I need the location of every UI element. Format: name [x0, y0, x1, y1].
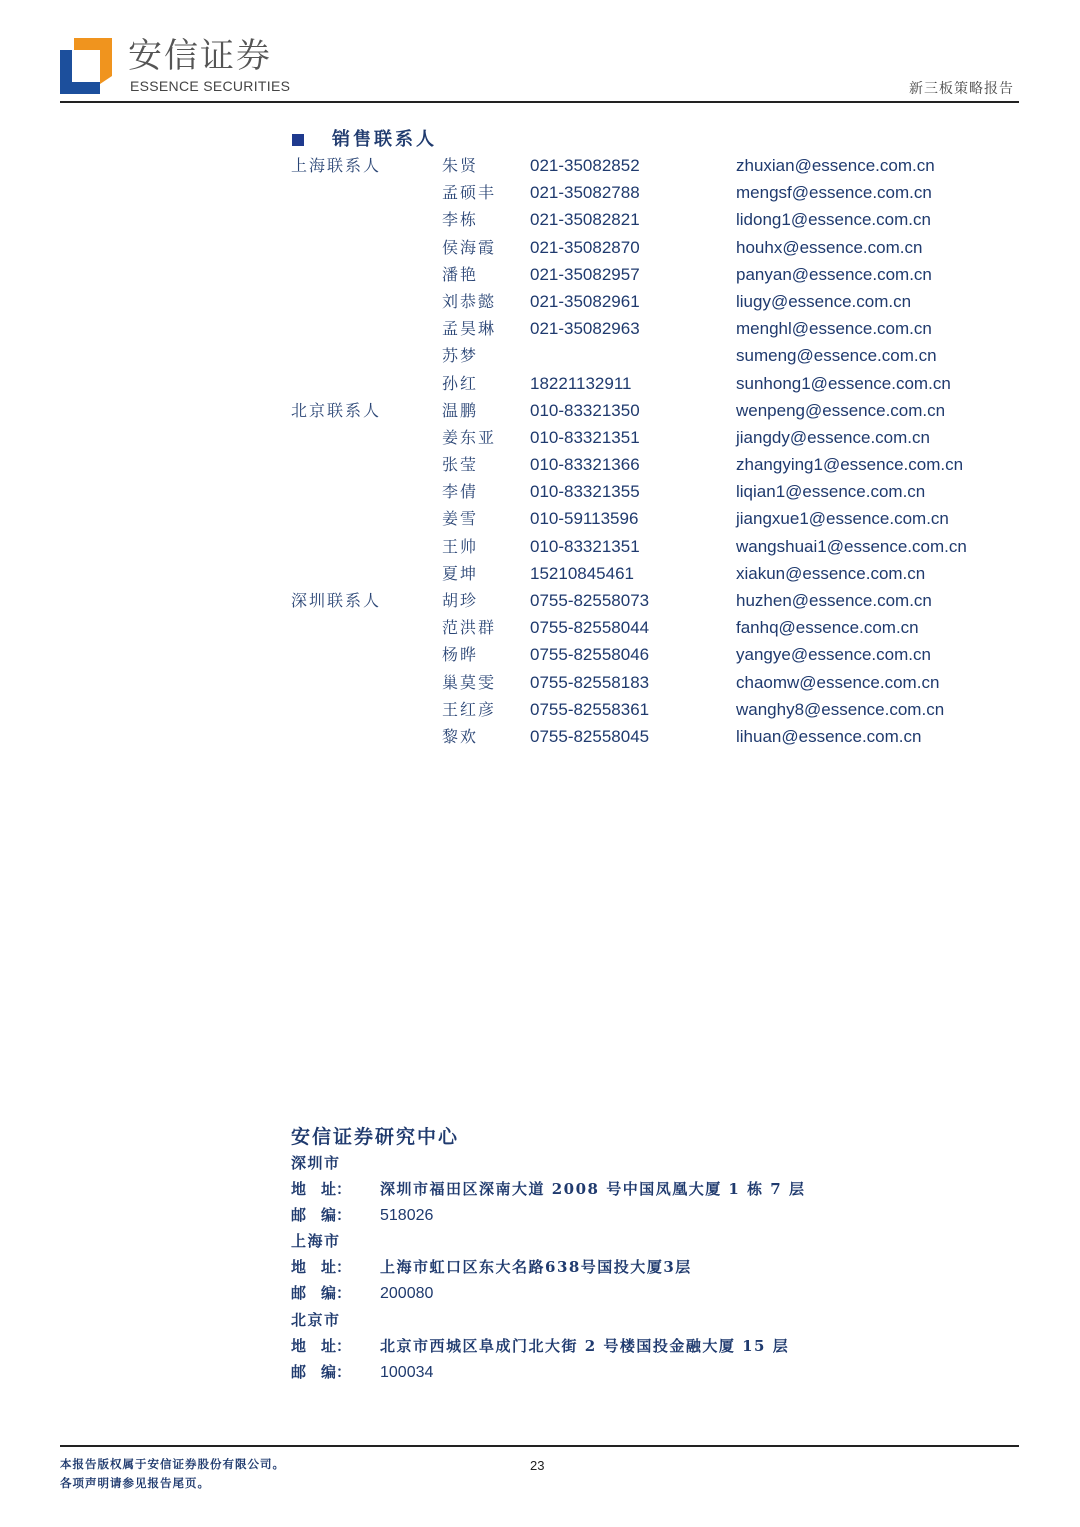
contact-name: 刘恭懿: [442, 291, 497, 311]
zip-label: 邮 编：: [291, 1206, 352, 1225]
contact-name: 孙红: [442, 373, 479, 393]
research-center-title: 安信证券研究中心: [291, 1126, 460, 1148]
contact-row: [0, 315, 1080, 342]
contact-row: [0, 370, 1080, 397]
contact-phone: 0755-82558044: [530, 618, 650, 638]
contact-name: 潘艳: [442, 264, 479, 284]
contact-email[interactable]: chaomw@essence.com.cn: [736, 672, 940, 692]
contact-row: [0, 397, 1080, 424]
contact-email[interactable]: yangye@essence.com.cn: [736, 645, 931, 665]
contact-name: 姜雪: [442, 509, 479, 529]
contact-row: [0, 505, 1080, 532]
section-title-text: 销售联系人: [332, 129, 437, 150]
contact-email[interactable]: zhuxian@essence.com.cn: [736, 156, 935, 175]
contact-list: [0, 152, 1080, 750]
contact-name: 黎欢: [442, 726, 479, 746]
contact-row: [0, 261, 1080, 288]
contact-row: [0, 179, 1080, 206]
contact-name: 范洪群: [442, 618, 497, 638]
contact-row: [0, 478, 1080, 505]
contact-email[interactable]: liugy@essence.com.cn: [736, 291, 912, 311]
contact-row: [0, 723, 1080, 750]
office-city: [291, 1150, 805, 1176]
contact-name: 姜东亚: [442, 427, 497, 447]
contact-phone: 010-83321366: [530, 455, 640, 475]
office-address: [291, 1176, 805, 1202]
contact-phone: 021-35082852: [530, 156, 640, 175]
contact-email[interactable]: lidong1@essence.com.cn: [736, 210, 931, 230]
contact-row: [0, 424, 1080, 451]
contact-phone: 0755-82558045: [530, 726, 650, 746]
contact-name: 孟昊琳: [442, 319, 497, 339]
contact-email[interactable]: lihuan@essence.com.cn: [736, 726, 922, 746]
address-value: 上海市虹口区东大名路638号国投大厦3层: [380, 1258, 692, 1277]
contact-name: 孟硕丰: [442, 183, 497, 203]
contact-name: 杨晔: [442, 645, 479, 665]
contact-name: 李栋: [442, 210, 479, 230]
contact-phone: 021-35082821: [530, 210, 640, 230]
address-label: 地 址：: [291, 1180, 352, 1199]
contact-region: 深圳联系人: [291, 591, 382, 610]
contact-email[interactable]: menghl@essence.com.cn: [736, 319, 932, 339]
office-city: [291, 1307, 805, 1333]
contact-phone: 15210845461: [530, 563, 635, 583]
zip-value: 200080: [380, 1285, 434, 1303]
contact-name: 夏坤: [442, 563, 479, 583]
contact-row: [0, 533, 1080, 560]
contact-phone: 021-35082957: [530, 264, 640, 284]
contact-phone: 0755-82558046: [530, 645, 650, 665]
contact-row: [0, 451, 1080, 478]
contact-email[interactable]: wenpeng@essence.com.cn: [736, 400, 946, 420]
contact-row: [0, 696, 1080, 723]
office-city-name: 上海市: [291, 1232, 341, 1251]
contact-email[interactable]: sumeng@essence.com.cn: [736, 346, 937, 366]
office-city-name: 深圳市: [291, 1154, 341, 1172]
contact-phone: 010-83321350: [530, 400, 640, 420]
contact-region: 上海联系人: [291, 156, 382, 175]
disclaimer-text: 各项声明请参见报告尾页。: [60, 1476, 210, 1490]
research-center: [291, 1124, 805, 1385]
office-zip: [291, 1280, 805, 1306]
bullet-square-icon: [292, 134, 304, 146]
contact-row: [0, 152, 1080, 179]
footer-divider: [60, 1445, 1019, 1447]
contact-name: 苏梦: [442, 346, 479, 366]
contact-phone: 021-35082961: [530, 291, 640, 311]
contact-phone: 0755-82558073: [530, 591, 650, 610]
contact-row: [0, 560, 1080, 587]
contact-name: 王红彦: [442, 699, 497, 719]
office-zip: [291, 1202, 805, 1228]
contact-email[interactable]: huzhen@essence.com.cn: [736, 591, 932, 610]
address-value: 北京市西城区阜成门北大街 2 号楼国投金融大厦 15 层: [380, 1336, 790, 1355]
contact-email[interactable]: jiangdy@essence.com.cn: [736, 427, 930, 447]
office-city-name: 北京市: [291, 1310, 341, 1329]
contact-email[interactable]: zhangying1@essence.com.cn: [736, 455, 964, 475]
logo-chinese-name: 安信证券: [128, 36, 272, 76]
address-value: 深圳市福田区深南大道 2008 号中国凤凰大厦 1 栋 7 层: [380, 1180, 806, 1199]
contact-region: 北京联系人: [291, 400, 382, 420]
office-zip: [291, 1359, 805, 1385]
address-label: 地 址：: [291, 1336, 352, 1355]
contact-email[interactable]: sunhong1@essence.com.cn: [736, 373, 951, 393]
contact-phone: 010-59113596: [530, 509, 639, 529]
contact-name: 王帅: [442, 536, 479, 556]
contact-phone: 021-35082870: [530, 237, 640, 257]
zip-label: 邮 编：: [291, 1284, 352, 1303]
contact-name: 张莹: [442, 455, 479, 475]
contact-row: [0, 288, 1080, 315]
contact-name: 侯海霞: [442, 237, 497, 257]
contact-email[interactable]: xiakun@essence.com.cn: [736, 563, 926, 583]
contact-email[interactable]: wanghy8@essence.com.cn: [736, 699, 945, 719]
essence-logo-icon: [60, 38, 112, 94]
contact-phone: 0755-82558183: [530, 672, 650, 692]
contact-name: 李倩: [442, 482, 479, 502]
contact-email[interactable]: mengsf@essence.com.cn: [736, 183, 932, 203]
contact-name: 朱贤: [442, 156, 479, 175]
contact-email[interactable]: liqian1@essence.com.cn: [736, 482, 926, 502]
contact-email[interactable]: wangshuai1@essence.com.cn: [736, 536, 967, 556]
contact-row: [0, 641, 1080, 668]
contact-name: 温鹏: [442, 400, 479, 420]
contact-phone: 021-35082963: [530, 319, 640, 339]
office-city: [291, 1228, 805, 1254]
contact-phone: 021-35082788: [530, 183, 640, 203]
section-title: [292, 129, 437, 151]
contact-row: [0, 342, 1080, 369]
zip-value: 518026: [380, 1207, 434, 1225]
contact-phone: 010-83321351: [530, 536, 640, 556]
logo-english-name: ESSENCE SECURITIES: [130, 78, 291, 94]
contact-name: 胡珍: [442, 591, 479, 610]
contact-row: [0, 587, 1080, 614]
contact-row: [0, 234, 1080, 261]
office-address: [291, 1254, 805, 1280]
page-number: 23: [530, 1458, 545, 1473]
contact-email[interactable]: houhx@essence.com.cn: [736, 237, 923, 257]
contact-email[interactable]: panyan@essence.com.cn: [736, 264, 932, 284]
copyright-text: 本报告版权属于安信证券股份有限公司。: [60, 1457, 285, 1471]
report-type: 新三板策略报告: [909, 81, 1014, 97]
header-divider: [60, 101, 1019, 103]
office-address: [291, 1333, 805, 1359]
contact-name: 巢莫雯: [442, 672, 497, 692]
contact-row: [0, 206, 1080, 233]
contact-phone: 010-83321355: [530, 482, 640, 502]
zip-value: 100034: [380, 1363, 434, 1381]
contact-phone: 010-83321351: [530, 427, 640, 447]
contact-email[interactable]: fanhq@essence.com.cn: [736, 618, 919, 638]
address-label: 地 址：: [291, 1258, 352, 1277]
contact-row: [0, 614, 1080, 641]
footer-notice: [60, 1455, 285, 1493]
zip-label: 邮 编：: [291, 1362, 352, 1381]
contact-phone: 0755-82558361: [530, 699, 650, 719]
contact-phone: 18221132911: [530, 373, 632, 393]
contact-email[interactable]: jiangxue1@essence.com.cn: [736, 509, 949, 529]
contact-row: [0, 669, 1080, 696]
